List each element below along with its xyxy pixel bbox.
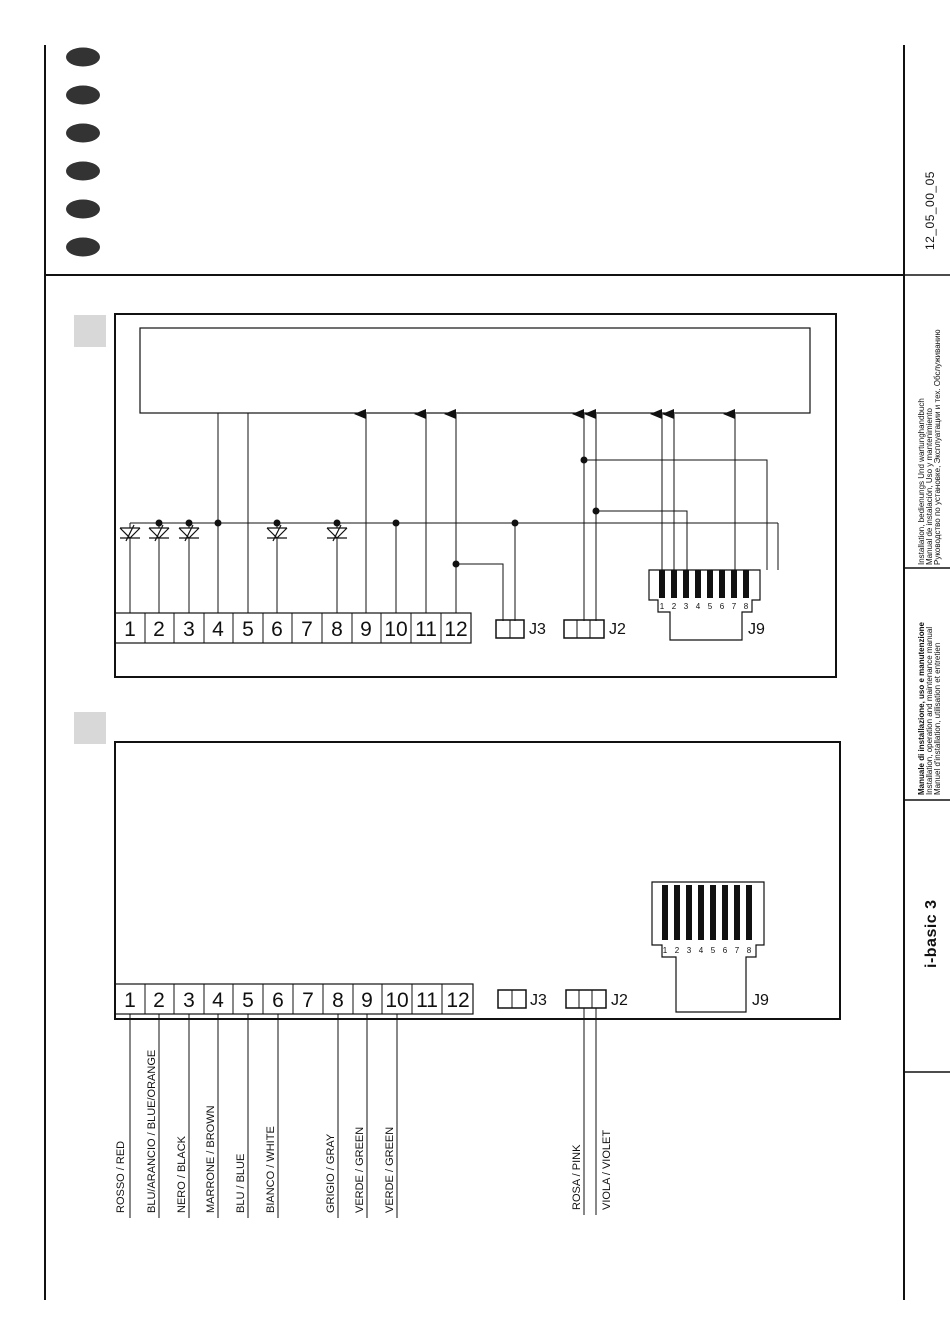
wire-label: GRIGIO / GRAY — [325, 1133, 337, 1213]
manual-title-install-3: Manuel d'installation, utilisation et entretien — [933, 642, 942, 795]
figure-marker-1 — [74, 315, 106, 347]
j9-pin-label: 2 — [671, 602, 677, 611]
language-badge — [66, 124, 100, 143]
j9-pin-label: 1 — [659, 602, 665, 611]
terminal-label: 9 — [361, 989, 373, 1012]
terminal-label: 11 — [416, 989, 438, 1012]
connector-j3-label: J3 — [530, 992, 547, 1009]
diagram-2-frame — [115, 742, 840, 1019]
wire-label: NERO / BLACK — [176, 1135, 188, 1213]
page-frame — [45, 45, 904, 1300]
terminal-label: 7 — [302, 989, 314, 1012]
terminal-label: 5 — [242, 618, 254, 641]
j9-pin-label: 8 — [746, 946, 752, 955]
connector-j2-label: J2 — [609, 621, 626, 638]
suppressor-diode-2 — [149, 525, 169, 541]
j9-pin-label: 2 — [674, 946, 680, 955]
terminal-label: 6 — [271, 618, 283, 641]
wiring-diagram-1 — [74, 314, 836, 677]
terminal-label: 3 — [183, 989, 195, 1012]
connector-j2-label: J2 — [611, 992, 628, 1009]
connector-j2-2 — [566, 990, 628, 1009]
wire-labels — [115, 1050, 613, 1213]
j9-pin-label: 3 — [683, 602, 689, 611]
j9-pin-label: 4 — [695, 602, 701, 611]
manual-title-service-2: Manual de instalación, Uso y mantenimiento — [925, 408, 934, 565]
suppressor-diode-8 — [327, 525, 347, 541]
terminal-label: 4 — [212, 618, 224, 641]
language-badge — [66, 200, 100, 219]
connector-j9 — [649, 570, 765, 640]
controller-board — [140, 328, 810, 413]
terminal-label: 8 — [332, 989, 344, 1012]
suppressor-diode-6 — [267, 525, 287, 541]
wire-label: MARRONE / BROWN — [205, 1105, 217, 1213]
j9-pin-label: 1 — [662, 946, 668, 955]
wire-label: ROSA / PINK — [571, 1144, 583, 1210]
terminal-label: 2 — [153, 989, 165, 1012]
j9-pin-label: 5 — [710, 946, 716, 955]
j9-pin-label: 6 — [719, 602, 725, 611]
language-badge — [66, 86, 100, 105]
j9-pin-label: 7 — [731, 602, 737, 611]
manual-title-service-1: Installation, bedienungs Und wartunghandbuch — [917, 398, 926, 565]
terminal-label: 8 — [331, 618, 343, 641]
connector-j9-label: J9 — [752, 992, 769, 1009]
figure-marker-2 — [74, 712, 106, 744]
manual-title-install-2: Installation, operation and maintenance manual — [925, 626, 934, 795]
suppressor-diode-1 — [120, 525, 140, 541]
connector-j3 — [496, 620, 546, 638]
terminal-label: 1 — [124, 618, 136, 641]
terminal-label: 1 — [124, 989, 136, 1012]
connector-j2 — [564, 620, 626, 638]
terminal-label: 11 — [415, 618, 437, 641]
suppressor-diodes — [120, 525, 347, 541]
wire-label: VERDE / GREEN — [384, 1126, 396, 1213]
wire-label: ROSSO / RED — [115, 1140, 127, 1213]
manual-title-install-1: Manuale di installazione, uso e manutenzione — [917, 622, 926, 795]
terminal-strip-1 — [115, 613, 471, 643]
language-badge — [66, 238, 100, 257]
terminal-label: 12 — [446, 989, 470, 1012]
wiring-diagram-2 — [74, 712, 840, 1218]
terminal-label: 10 — [384, 618, 408, 641]
language-badge — [66, 162, 100, 181]
terminal-label: 7 — [301, 618, 313, 641]
terminal-label: 2 — [153, 618, 165, 641]
connector-j3-label: J3 — [529, 621, 546, 638]
terminal-label: 4 — [212, 989, 224, 1012]
wire-label: VERDE / GREEN — [354, 1126, 366, 1213]
terminal-label: 6 — [272, 989, 284, 1012]
language-badges — [66, 48, 100, 257]
j9-pin-label: 4 — [698, 946, 704, 955]
connector-j3-2 — [498, 990, 547, 1009]
terminal-label: 9 — [360, 618, 372, 641]
j9-pin-label: 6 — [722, 946, 728, 955]
terminal-strip-2 — [115, 984, 473, 1014]
side-column — [904, 171, 950, 1072]
wiring-lines-1 — [130, 413, 778, 621]
terminal-label: 3 — [183, 618, 195, 641]
j9-pin-label: 5 — [707, 602, 713, 611]
j9-pin-label: 7 — [734, 946, 740, 955]
terminal-label: 12 — [444, 618, 468, 641]
connector-j9-label: J9 — [748, 621, 765, 638]
wire-label: BLU/ARANCIO / BLUE/ORANGE — [146, 1049, 158, 1213]
suppressor-diode-3 — [179, 525, 199, 541]
wire-label: VIOLA / VIOLET — [601, 1129, 613, 1210]
model-name: i-basic 3 — [923, 899, 940, 968]
terminal-label: 5 — [242, 989, 254, 1012]
wire-label: BIANCO / WHITE — [265, 1126, 277, 1213]
manual-title-service-3: Руководство по установке, Эксплуатации и тех. Обслуживанию — [933, 329, 942, 565]
wire-label: BLU / BLUE — [235, 1153, 247, 1213]
connector-j9-2 — [652, 882, 769, 1012]
j9-pin-label: 8 — [743, 602, 749, 611]
language-badge — [66, 48, 100, 67]
junction-dots-1 — [156, 457, 600, 568]
document-code: 12_05_00_05 — [923, 171, 937, 250]
terminal-label: 10 — [385, 989, 409, 1012]
j9-pin-label: 3 — [686, 946, 692, 955]
